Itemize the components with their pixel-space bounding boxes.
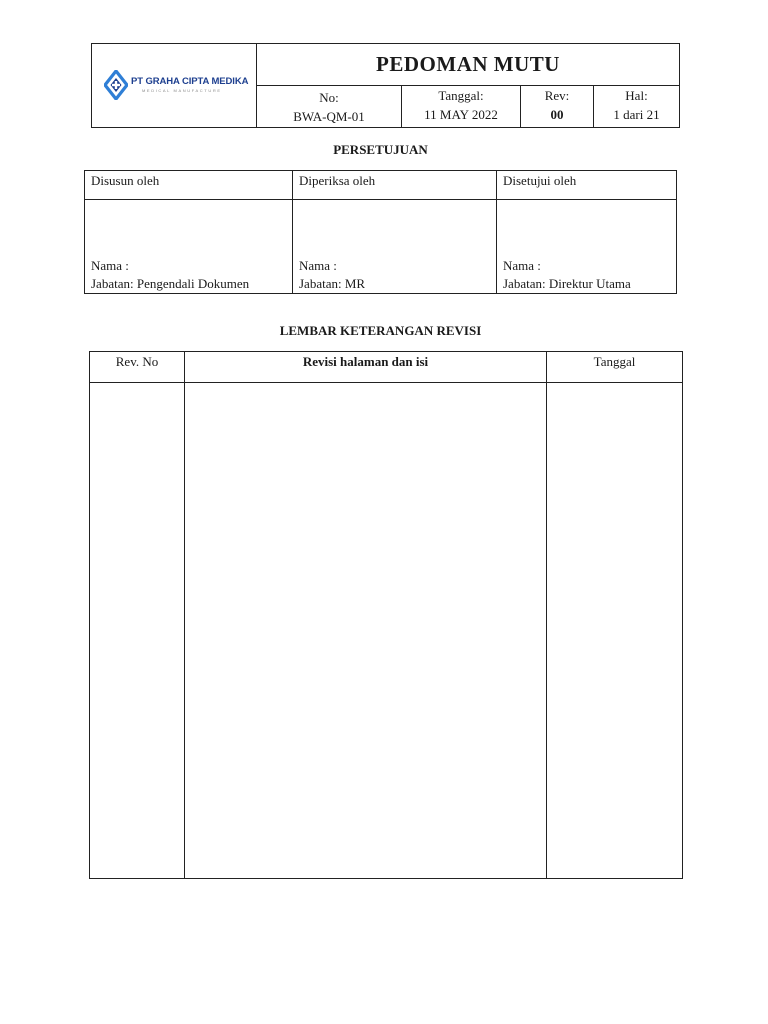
divider bbox=[293, 199, 496, 200]
approval-name-label: Nama : bbox=[299, 258, 337, 273]
approval-name-label: Nama : bbox=[91, 258, 129, 273]
approval-column-compiled bbox=[85, 171, 293, 293]
page-cell bbox=[594, 86, 679, 127]
date-label: Tanggal: bbox=[438, 88, 484, 103]
revision-cell bbox=[521, 86, 594, 127]
approval-heading: PERSETUJUAN bbox=[333, 142, 428, 157]
revision-column-header: Revisi halaman dan isi bbox=[185, 352, 546, 383]
approval-column-header: Disusun oleh bbox=[91, 173, 160, 188]
revision-column-number bbox=[90, 352, 185, 878]
revision-column-content bbox=[185, 352, 547, 878]
revision-heading: LEMBAR KETERANGAN REVISI bbox=[279, 323, 482, 338]
company-logo bbox=[104, 70, 254, 100]
revision-value: 00 bbox=[550, 107, 564, 122]
revision-column-header: Rev. No bbox=[90, 352, 184, 383]
approval-column-checked bbox=[293, 171, 497, 293]
approval-column-header: Diperiksa oleh bbox=[299, 173, 376, 188]
approval-position: Jabatan: MR bbox=[299, 276, 366, 291]
company-logo-icon bbox=[104, 70, 128, 100]
approval-position: Jabatan: Direktur Utama bbox=[503, 276, 631, 291]
logo-cell bbox=[92, 44, 257, 127]
revision-label: Rev: bbox=[544, 88, 570, 103]
approval-table bbox=[84, 170, 677, 294]
revision-column-header: Tanggal bbox=[547, 352, 682, 383]
company-tagline: MEDICAL MANUFACTURE bbox=[142, 88, 222, 93]
title-cell bbox=[257, 44, 679, 86]
date-cell bbox=[402, 86, 521, 127]
approval-column-header: Disetujui oleh bbox=[503, 173, 577, 188]
document-title: PEDOMAN MUTU bbox=[376, 52, 560, 76]
divider bbox=[497, 199, 676, 200]
approval-name-label: Nama : bbox=[503, 258, 541, 273]
document-header bbox=[91, 43, 680, 128]
revision-table bbox=[89, 351, 683, 879]
approval-column-approved bbox=[497, 171, 676, 293]
page-label: Hal: bbox=[625, 88, 648, 103]
revision-column-date bbox=[547, 352, 682, 878]
doc-number-value: BWA-QM-01 bbox=[293, 108, 365, 124]
page-value: 1 dari 21 bbox=[613, 107, 660, 122]
date-value: 11 MAY 2022 bbox=[424, 107, 498, 122]
divider bbox=[85, 199, 292, 200]
doc-number-cell bbox=[257, 86, 402, 127]
approval-position: Jabatan: Pengendali Dokumen bbox=[91, 276, 250, 291]
doc-number-label: No: bbox=[319, 89, 339, 105]
company-name: PT GRAHA CIPTA MEDIKA bbox=[131, 76, 249, 87]
